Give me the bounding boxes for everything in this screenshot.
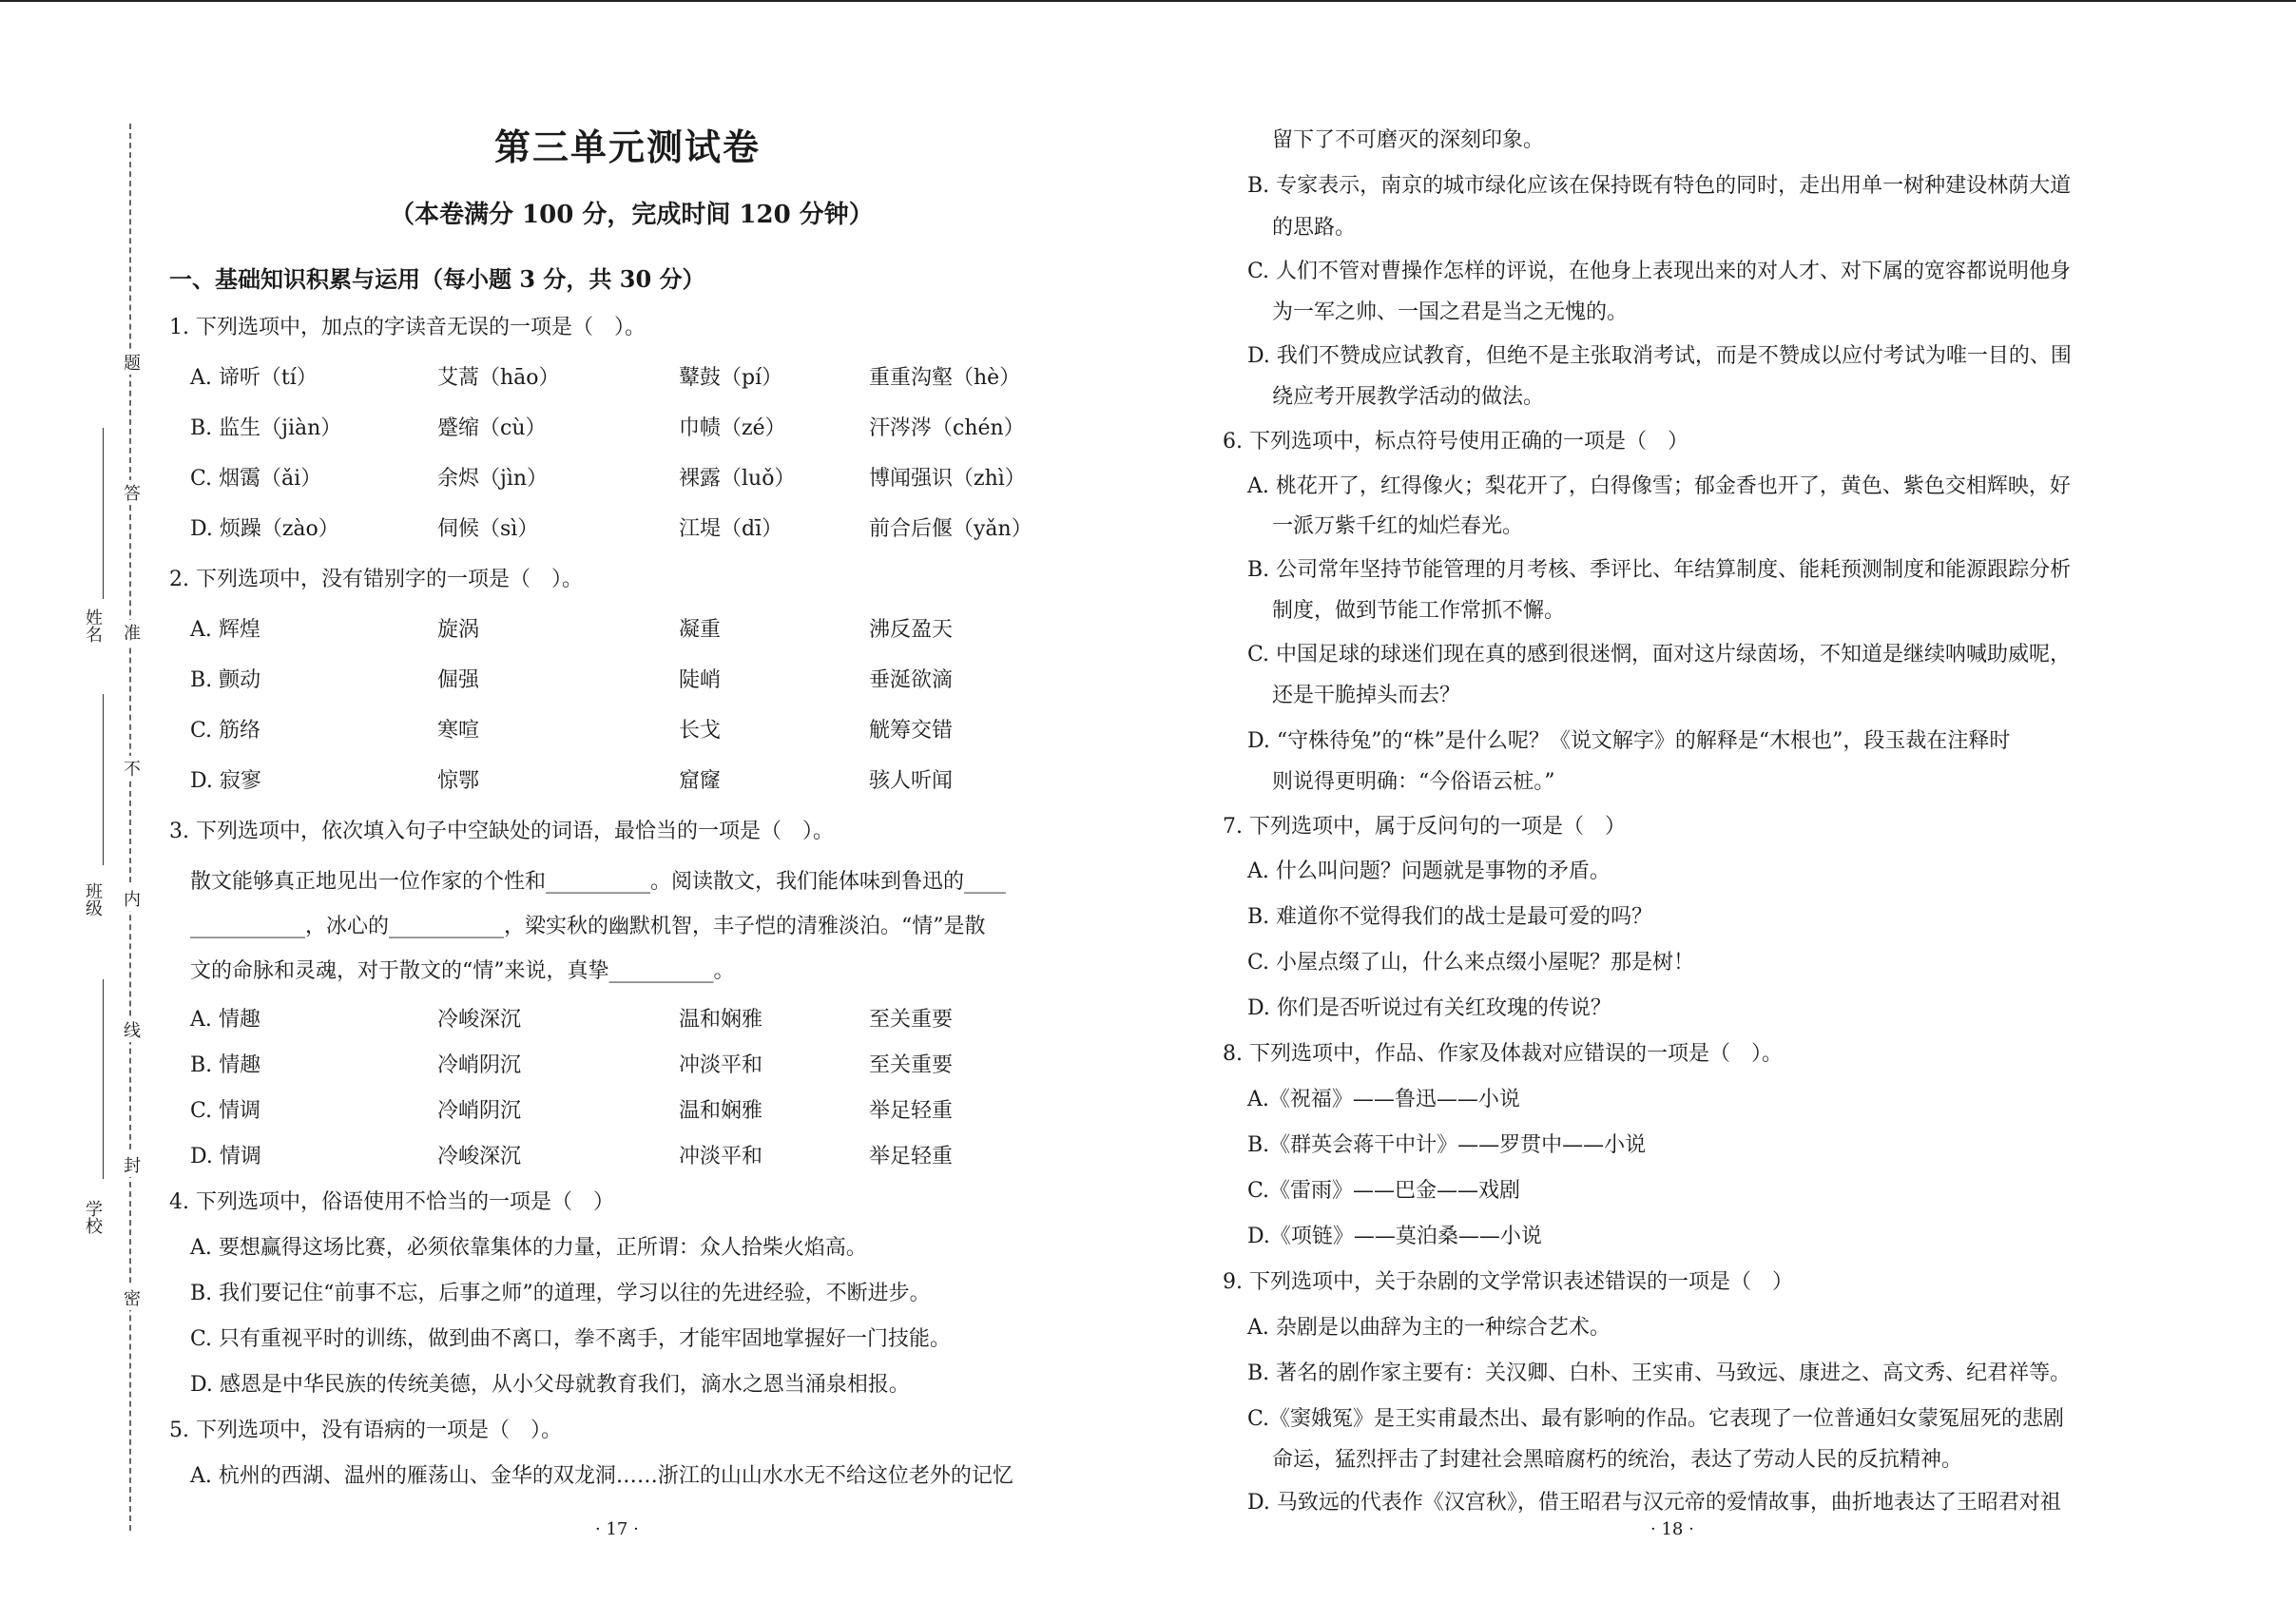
q8-option: D.《项链》——莫泊桑——小说: [1247, 1225, 1542, 1248]
q3-option-cell: 冷峭阴沉: [437, 1053, 522, 1077]
q9-line: A. 杂剧是以曲辞为主的一种综合艺术。: [1247, 1316, 1611, 1340]
q2-option-cell: 垂涎欲滴: [869, 668, 954, 692]
seal-char: 内: [124, 886, 141, 911]
q1-option-cell: 重重沟壑（hè）: [869, 366, 1021, 390]
seal-char: 题: [124, 350, 141, 375]
q3-passage-line: 散文能够真正地见出一位作家的个性和__________。阅读散文，我们能体味到鲁迅的____: [190, 870, 1007, 894]
q2-option-cell: 惊鄂: [437, 769, 480, 793]
q3-option-cell: 举足轻重: [869, 1099, 954, 1123]
q3-option-cell: 冷峻深沉: [437, 1008, 522, 1032]
name-label: 姓名: [83, 608, 103, 643]
q4-option: C. 只有重视平时的训练，做到曲不离口，拳不离手，才能牢固地掌握好一门技能。: [190, 1327, 952, 1351]
q3-option-cell: C. 情调: [190, 1099, 261, 1123]
q8-option: C.《雷雨》——巴金——戏剧: [1247, 1179, 1521, 1203]
q2-option-cell: C. 筋络: [190, 719, 261, 743]
seal-char: 准: [124, 620, 141, 645]
q8-option: A.《祝福》——鲁迅——小说: [1247, 1088, 1520, 1111]
question-7-stem: 7. 下列选项中，属于反问句的一项是（ ）: [1223, 815, 1626, 839]
q1-option-cell: 巾帻（zé）: [679, 416, 786, 440]
q7-option: D. 你们是否听说过有关红玫瑰的传说？: [1247, 996, 1611, 1020]
class-write-line: [103, 694, 104, 865]
q8-option: B.《群英会蒋干中计》——罗贯中——小说: [1247, 1133, 1647, 1157]
q1-option-cell: 裸露（luǒ）: [679, 467, 796, 491]
q9-line: C.《窦娥冤》是王实甫最杰出、最有影响的作品。它表现了一位普通妇女蒙冤屈死的悲剧: [1247, 1407, 2065, 1431]
q2-option-cell: 陡峭: [679, 668, 722, 692]
seal-char: 封: [124, 1152, 141, 1177]
question-1-stem: 1. 下列选项中，加点的字读音无误的一项是（ ）。: [169, 316, 646, 339]
q4-option: A. 要想赢得这场比赛，必须依靠集体的力量，正所谓：众人拾柴火焰高。: [190, 1236, 867, 1260]
q6-line: 制度，做到节能工作常抓不懈。: [1272, 599, 1566, 623]
top-border: [0, 0, 2296, 2]
q1-option-cell: 前合后偃（yǎn）: [869, 517, 1032, 541]
q6-line: C. 中国足球的球迷们现在真的感到很迷惘，面对这片绿茵场，不知道是继续呐喊助威呢，: [1247, 643, 2072, 666]
q6-line: D. “守株待兔”的“株”是什么呢？《说文解字》的解释是“木根也”，段玉裁在注释时: [1247, 729, 2011, 753]
question-3-stem: 3. 下列选项中，依次填入句子中空缺处的词语，最恰当的一项是（ ）。: [169, 820, 834, 843]
q1-option-cell: 汗涔涔（chén）: [869, 416, 1025, 440]
q5-continuation-line: B. 专家表示，南京的城市绿化应该在保持既有特色的同时，走出用单一树种建设林荫大道: [1247, 174, 2072, 198]
q7-option: A. 什么叫问题？问题就是事物的矛盾。: [1247, 859, 1611, 883]
q2-option-cell: 寒喧: [437, 719, 480, 743]
q5-option: A. 杭州的西湖、温州的雁荡山、金华的双龙洞……浙江的山山水水无不给这位老外的记忆: [190, 1464, 1013, 1488]
q2-option-cell: 倔强: [437, 668, 480, 692]
q6-line: 一派万紫千红的灿烂春光。: [1272, 514, 1524, 538]
question-6-stem: 6. 下列选项中，标点符号使用正确的一项是（ ）: [1223, 430, 1688, 454]
page-number-left: · 17 ·: [595, 1519, 639, 1539]
q3-option-cell: 温和娴雅: [679, 1099, 763, 1123]
q9-line: 命运，猛烈抨击了封建社会黑暗腐朽的统治，表达了劳动人民的反抗精神。: [1272, 1448, 1963, 1472]
q5-continuation-line: 为一军之帅、一国之君是当之无愧的。: [1272, 300, 1629, 324]
q3-option-cell: B. 情趣: [190, 1053, 261, 1077]
seal-char: 线: [124, 1017, 141, 1042]
q2-option-cell: 长戈: [679, 719, 722, 743]
page-subtitle: （本卷满分 100 分，完成时间 120 分钟）: [390, 201, 874, 229]
q1-option-cell: 博闻强识（zhì）: [869, 467, 1026, 491]
q2-option-cell: A. 辉煌: [190, 618, 260, 642]
q7-option: B. 难道你不觉得我们的战士是最可爱的吗？: [1247, 905, 1653, 929]
q2-option-cell: D. 寂寥: [190, 769, 261, 793]
q1-option-cell: A. 谛听（tí）: [190, 366, 318, 390]
q4-option: D. 感恩是中华民族的传统美德，从小父母就教育我们，滴水之恩当涌泉相报。: [190, 1373, 910, 1397]
page-number-right: · 18 ·: [1650, 1519, 1694, 1539]
q3-option-cell: 温和娴雅: [679, 1008, 763, 1032]
q3-option-cell: A. 情趣: [190, 1008, 260, 1032]
q3-option-cell: 冷峭阴沉: [437, 1099, 522, 1123]
q5-continuation-line: D. 我们不赞成应试教育，但绝不是主张取消考试，而是不赞成以应付考试为唯一目的、围: [1247, 344, 2072, 368]
q4-option: B. 我们要记住“前事不忘，后事之师”的道理，学习以往的先进经验，不断进步。: [190, 1282, 931, 1305]
q3-option-cell: D. 情调: [190, 1145, 261, 1168]
question-9-stem: 9. 下列选项中，关于杂剧的文学常识表述错误的一项是（ ）: [1223, 1270, 1793, 1294]
q6-line: A. 桃花开了，红得像火；梨花开了，白得像雪；郁金香也开了，黄色、紫色交相辉映，好: [1247, 474, 2071, 498]
q2-option-cell: 窟窿: [679, 769, 722, 793]
q3-option-cell: 冲淡平和: [679, 1145, 763, 1168]
school-write-line: [103, 979, 104, 1179]
seal-char: 不: [124, 756, 141, 781]
binding-dashed-line: [129, 124, 131, 1531]
q3-option-cell: 至关重要: [869, 1008, 954, 1032]
seal-char: 答: [124, 480, 141, 505]
q5-continuation-line: C. 人们不管对曹操作怎样的评说，在他身上表现出来的对人才、对下属的宽容都说明他身: [1247, 260, 2072, 283]
q9-line: D. 马致远的代表作《汉宫秋》，借王昭君与汉元帝的爱情故事，曲折地表达了王昭君对祖: [1247, 1491, 2061, 1515]
question-2-stem: 2. 下列选项中，没有错别字的一项是（ ）。: [169, 568, 583, 591]
class-label: 班级: [83, 882, 103, 917]
q6-line: 则说得更明确：“今俗语云桩。”: [1272, 770, 1555, 794]
q2-option-cell: 旋涡: [437, 618, 480, 642]
q1-option-cell: 艾蒿（hāo）: [437, 366, 560, 390]
q3-passage-line: ___________，冰心的___________，梁实秋的幽默机智，丰子恺的清雅淡泊。“情”是散: [190, 915, 986, 938]
q2-option-cell: 沸反盈天: [869, 618, 954, 642]
seal-char: 密: [124, 1285, 141, 1310]
q9-line: B. 著名的剧作家主要有：关汉卿、白朴、王实甫、马致远、康进之、高文秀、纪君祥等。: [1247, 1361, 2072, 1385]
q1-option-cell: D. 烦躁（zào）: [190, 517, 339, 541]
q1-option-cell: 蹙缩（cù）: [437, 416, 547, 440]
q1-option-cell: 江堤（dī）: [679, 517, 783, 541]
q1-option-cell: B. 监生（jiàn）: [190, 416, 342, 440]
question-4-stem: 4. 下列选项中，俗语使用不恰当的一项是（ ）: [169, 1190, 614, 1214]
section-heading: 一、基础知识积累与运用（每小题 3 分，共 30 分）: [169, 265, 705, 293]
q6-line: B. 公司常年坚持节能管理的月考核、季评比、年结算制度、能耗预测制度和能源跟踪分析: [1247, 558, 2072, 582]
question-8-stem: 8. 下列选项中，作品、作家及体裁对应错误的一项是（ ）。: [1223, 1042, 1783, 1066]
q5-continuation-line: 留下了不可磨灭的深刻印象。: [1272, 128, 1545, 152]
school-label: 学校: [83, 1200, 103, 1234]
q1-option-cell: C. 烟霭（ǎi）: [190, 467, 322, 491]
question-5-stem: 5. 下列选项中，没有语病的一项是（ ）。: [169, 1419, 562, 1442]
q2-option-cell: B. 颤动: [190, 668, 261, 692]
q1-option-cell: 余烬（jìn）: [437, 467, 549, 491]
q2-option-cell: 觥筹交错: [869, 719, 954, 743]
q5-continuation-line: 绕应考开展教学活动的做法。: [1272, 385, 1545, 409]
name-write-line: [103, 428, 104, 599]
q1-option-cell: 伺候（sì）: [437, 517, 539, 541]
q3-option-cell: 冷峻深沉: [437, 1145, 522, 1168]
q2-option-cell: 骇人听闻: [869, 769, 954, 793]
q3-option-cell: 至关重要: [869, 1053, 954, 1077]
q3-option-cell: 举足轻重: [869, 1145, 954, 1168]
q6-line: 还是干脆掉头而去？: [1272, 684, 1461, 707]
page-title: 第三单元测试卷: [494, 126, 762, 168]
q5-continuation-line: 的思路。: [1272, 216, 1357, 240]
q3-option-cell: 冲淡平和: [679, 1053, 763, 1077]
q3-passage-line: 文的命脉和灵魂，对于散文的“情”来说，真挚__________。: [190, 959, 735, 983]
q2-option-cell: 凝重: [679, 618, 722, 642]
q1-option-cell: 鼙鼓（pí）: [679, 366, 783, 390]
q7-option: C. 小屋点缀了山，什么来点缀小屋呢？那是树！: [1247, 951, 1695, 975]
